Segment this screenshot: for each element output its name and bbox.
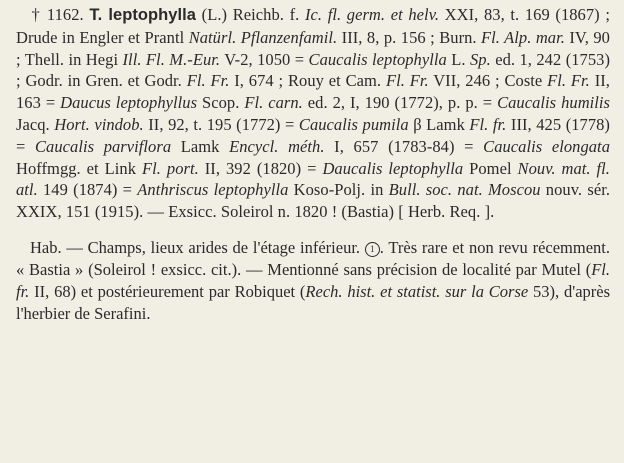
text-run: nouv. sér. XXIX, 151 (1915). — Exsicc. Soleirol n. 1820 ! (Bastia) [ Herb. Req. ].	[16, 180, 611, 222]
text-run: I, 674 ; Rouy et Cam.	[229, 71, 386, 91]
italic-text: Fl. fr.	[469, 114, 507, 134]
species-entry	[16, 4, 610, 223]
italic-text: Caucalis leptophylla	[308, 49, 447, 69]
italic-text: Daucus leptophyllus	[60, 93, 198, 113]
text-run: Lamk	[171, 136, 230, 156]
text-run: ed. 1, 242 (1753) ; Godr. in Gren. et Godr.	[16, 49, 610, 91]
text-run: XXI, 83, t. 169 (1867) ; Drude in Engler et Prantl	[16, 5, 610, 47]
italic-text: Ic. fl. germ. et helv.	[304, 5, 440, 24]
italic-text: Fl. Fr.	[385, 71, 429, 91]
italic-text: Daucalis leptophylla	[322, 158, 464, 178]
text-run: IV, 90 ; Thell. in Hegi	[16, 27, 610, 69]
italic-text: Fl. Fr.	[547, 71, 590, 91]
italic-text: Bull. soc. nat. Moscou	[388, 180, 541, 200]
circled-numeral-icon: 1	[365, 242, 380, 257]
italic-text: Fl. fr.	[16, 259, 610, 301]
italic-text: Caucalis pumila	[298, 114, 409, 134]
text-run: . Très rare et non revu récemment. « Bastia » (Soleirol ! exsicc. cit.). — Mentionné sans précision de localité par Mutel (	[16, 237, 610, 279]
italic-text: Caucalis parviflora	[35, 136, 172, 156]
italic-text: Sp.	[469, 49, 491, 69]
dagger-symbol: †	[30, 5, 42, 24]
text-run: II, 163 =	[16, 71, 610, 113]
italic-text: Fl. Alp. mar.	[481, 27, 565, 47]
text-run: β Lamk	[408, 114, 470, 134]
text-run: Koso-Polj. in	[288, 180, 389, 200]
text-run: III, 425 (1778) =	[16, 114, 610, 156]
text-run: II, 68) et postérieurement par Robiquet (	[29, 281, 306, 301]
italic-text: Encycl. méth.	[229, 136, 325, 156]
text-run: (L.) Reichb. f.	[196, 5, 305, 24]
text-run: ed. 2, I, 190 (1772), p. p. =	[302, 93, 498, 113]
habitat-paragraph	[16, 237, 610, 325]
text-run: VII, 246 ; Coste	[428, 71, 548, 91]
entry-number: 1162.	[46, 5, 84, 24]
italic-text: Natürl. Pflanzenfamil.	[188, 27, 338, 47]
text-run: L.	[446, 49, 470, 69]
italic-text: Caucalis elongata	[483, 136, 610, 156]
text-run: V-2, 1050 =	[220, 49, 309, 69]
text-run: Hab. — Champs, lieux arides de l'étage inférieur.	[30, 237, 365, 257]
italic-text: Nouv. mat. fl. atl.	[16, 158, 610, 200]
text-run: 149 (1874) =	[37, 180, 138, 200]
text-run: Pomel	[463, 158, 518, 178]
text-run: Jacq.	[16, 114, 55, 134]
text-run: II, 92, t. 195 (1772) =	[143, 114, 299, 134]
italic-text: Fl. Fr.	[186, 71, 230, 91]
entry-citations	[16, 5, 610, 221]
italic-text: Hort. vindob.	[54, 114, 144, 134]
text-run: III, 8, p. 156 ; Burn.	[337, 27, 482, 47]
text-run: Scop.	[197, 93, 245, 113]
italic-text: Ill. Fl. M.-Eur.	[122, 49, 221, 69]
italic-text: Fl. port.	[142, 158, 199, 178]
italic-text: Fl. carn.	[244, 93, 303, 113]
text-run: I, 657 (1783-84) =	[324, 136, 484, 156]
italic-text: Caucalis humilis	[497, 93, 611, 113]
text-run: II, 392 (1820) =	[198, 158, 323, 178]
taxon-name: T. leptophylla	[89, 6, 197, 24]
italic-text: Anthriscus leptophylla	[137, 180, 289, 200]
text-run: 53), d'après l'herbier de Serafini.	[16, 281, 611, 323]
habitat-text	[16, 238, 610, 323]
italic-text: Rech. hist. et statist. sur la Corse	[305, 281, 529, 301]
text-run: Hoffmgg. et Link	[16, 158, 142, 178]
